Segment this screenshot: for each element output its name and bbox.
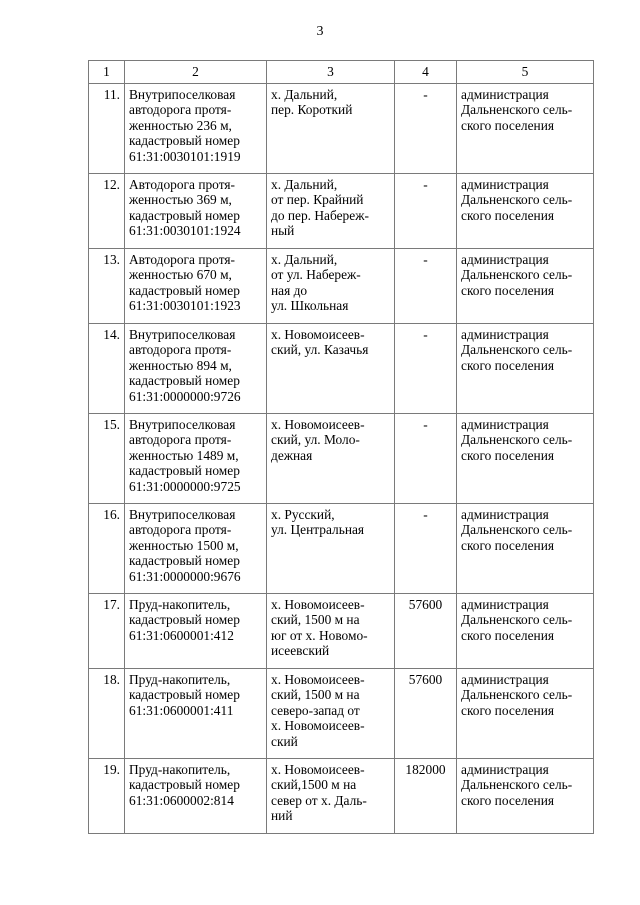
table-row <box>89 504 594 594</box>
row-number: 17. <box>89 594 125 669</box>
object-description: Автодорога протя- женностью 670 м, кадастровый номер 61:31:0030101:1923 <box>125 249 267 324</box>
table-row <box>89 414 594 504</box>
object-owner: администрация Дальненского сель- ского поселения <box>457 504 594 594</box>
row-number: 19. <box>89 759 125 834</box>
header-col-4: 4 <box>395 61 457 84</box>
object-description: Пруд-накопитель, кадастровый номер 61:31:0600001:411 <box>125 669 267 759</box>
row-number: 13. <box>89 249 125 324</box>
object-location: х. Дальний, от ул. Набереж- ная до ул. Школьная <box>267 249 395 324</box>
object-area: - <box>395 414 457 504</box>
row-number: 18. <box>89 669 125 759</box>
table-row <box>89 174 594 249</box>
object-owner: администрация Дальненского сель- ского поселения <box>457 249 594 324</box>
object-owner: администрация Дальненского сель- ского поселения <box>457 669 594 759</box>
object-area: - <box>395 504 457 594</box>
object-owner: администрация Дальненского сель- ского поселения <box>457 84 594 174</box>
object-description: Внутрипоселковая автодорога протя- женностью 1489 м, кадастровый номер 61:31:0000000:9725 <box>125 414 267 504</box>
object-description: Внутрипоселковая автодорога протя- женностью 236 м, кадастровый номер 61:31:0030101:1919 <box>125 84 267 174</box>
object-description: Автодорога протя- женностью 369 м, кадастровый номер 61:31:0030101:1924 <box>125 174 267 249</box>
row-number: 16. <box>89 504 125 594</box>
table-row <box>89 594 594 669</box>
object-owner: администрация Дальненского сель- ского поселения <box>457 594 594 669</box>
object-description: Пруд-накопитель, кадастровый номер 61:31:0600002:814 <box>125 759 267 834</box>
table-row <box>89 759 594 834</box>
object-location: х. Дальний, от пер. Крайний до пер. Набереж- ный <box>267 174 395 249</box>
object-location: х. Новомоисеев- ский, ул. Казачья <box>267 324 395 414</box>
header-col-1: 1 <box>89 61 125 84</box>
object-area: 57600 <box>395 669 457 759</box>
object-location: х. Новомоисеев- ский, ул. Моло- дежная <box>267 414 395 504</box>
header-col-5: 5 <box>457 61 594 84</box>
object-description: Пруд-накопитель, кадастровый номер 61:31:0600001:412 <box>125 594 267 669</box>
row-number: 12. <box>89 174 125 249</box>
table-header <box>89 61 594 84</box>
object-description: Внутрипоселковая автодорога протя- женностью 1500 м, кадастровый номер 61:31:0000000:9676 <box>125 504 267 594</box>
object-area: - <box>395 249 457 324</box>
row-number: 11. <box>89 84 125 174</box>
row-number: 15. <box>89 414 125 504</box>
object-owner: администрация Дальненского сель- ского поселения <box>457 174 594 249</box>
table-body <box>89 84 594 834</box>
object-area: - <box>395 174 457 249</box>
property-table <box>88 60 594 834</box>
table-row <box>89 84 594 174</box>
table-row <box>89 669 594 759</box>
header-row <box>89 61 594 84</box>
object-area: 57600 <box>395 594 457 669</box>
object-area: - <box>395 84 457 174</box>
object-area: - <box>395 324 457 414</box>
object-location: х. Дальний, пер. Короткий <box>267 84 395 174</box>
object-description: Внутрипоселковая автодорога протя- женностью 894 м, кадастровый номер 61:31:0000000:9726 <box>125 324 267 414</box>
object-area: 182000 <box>395 759 457 834</box>
object-location: х. Новомоисеев- ский, 1500 м на юг от х. Новомо- исеевский <box>267 594 395 669</box>
object-owner: администрация Дальненского сель- ского поселения <box>457 759 594 834</box>
page-number: 3 <box>316 24 324 39</box>
table-row <box>89 324 594 414</box>
row-number: 14. <box>89 324 125 414</box>
object-owner: администрация Дальненского сель- ского поселения <box>457 324 594 414</box>
header-col-3: 3 <box>267 61 395 84</box>
object-location: х. Новомоисеев- ский,1500 м на север от х. Даль- ний <box>267 759 395 834</box>
object-location: х. Новомоисеев- ский, 1500 м на северо-запад от х. Новомоисеев- ский <box>267 669 395 759</box>
object-owner: администрация Дальненского сель- ского поселения <box>457 414 594 504</box>
header-col-2: 2 <box>125 61 267 84</box>
table-row <box>89 249 594 324</box>
object-location: х. Русский, ул. Центральная <box>267 504 395 594</box>
